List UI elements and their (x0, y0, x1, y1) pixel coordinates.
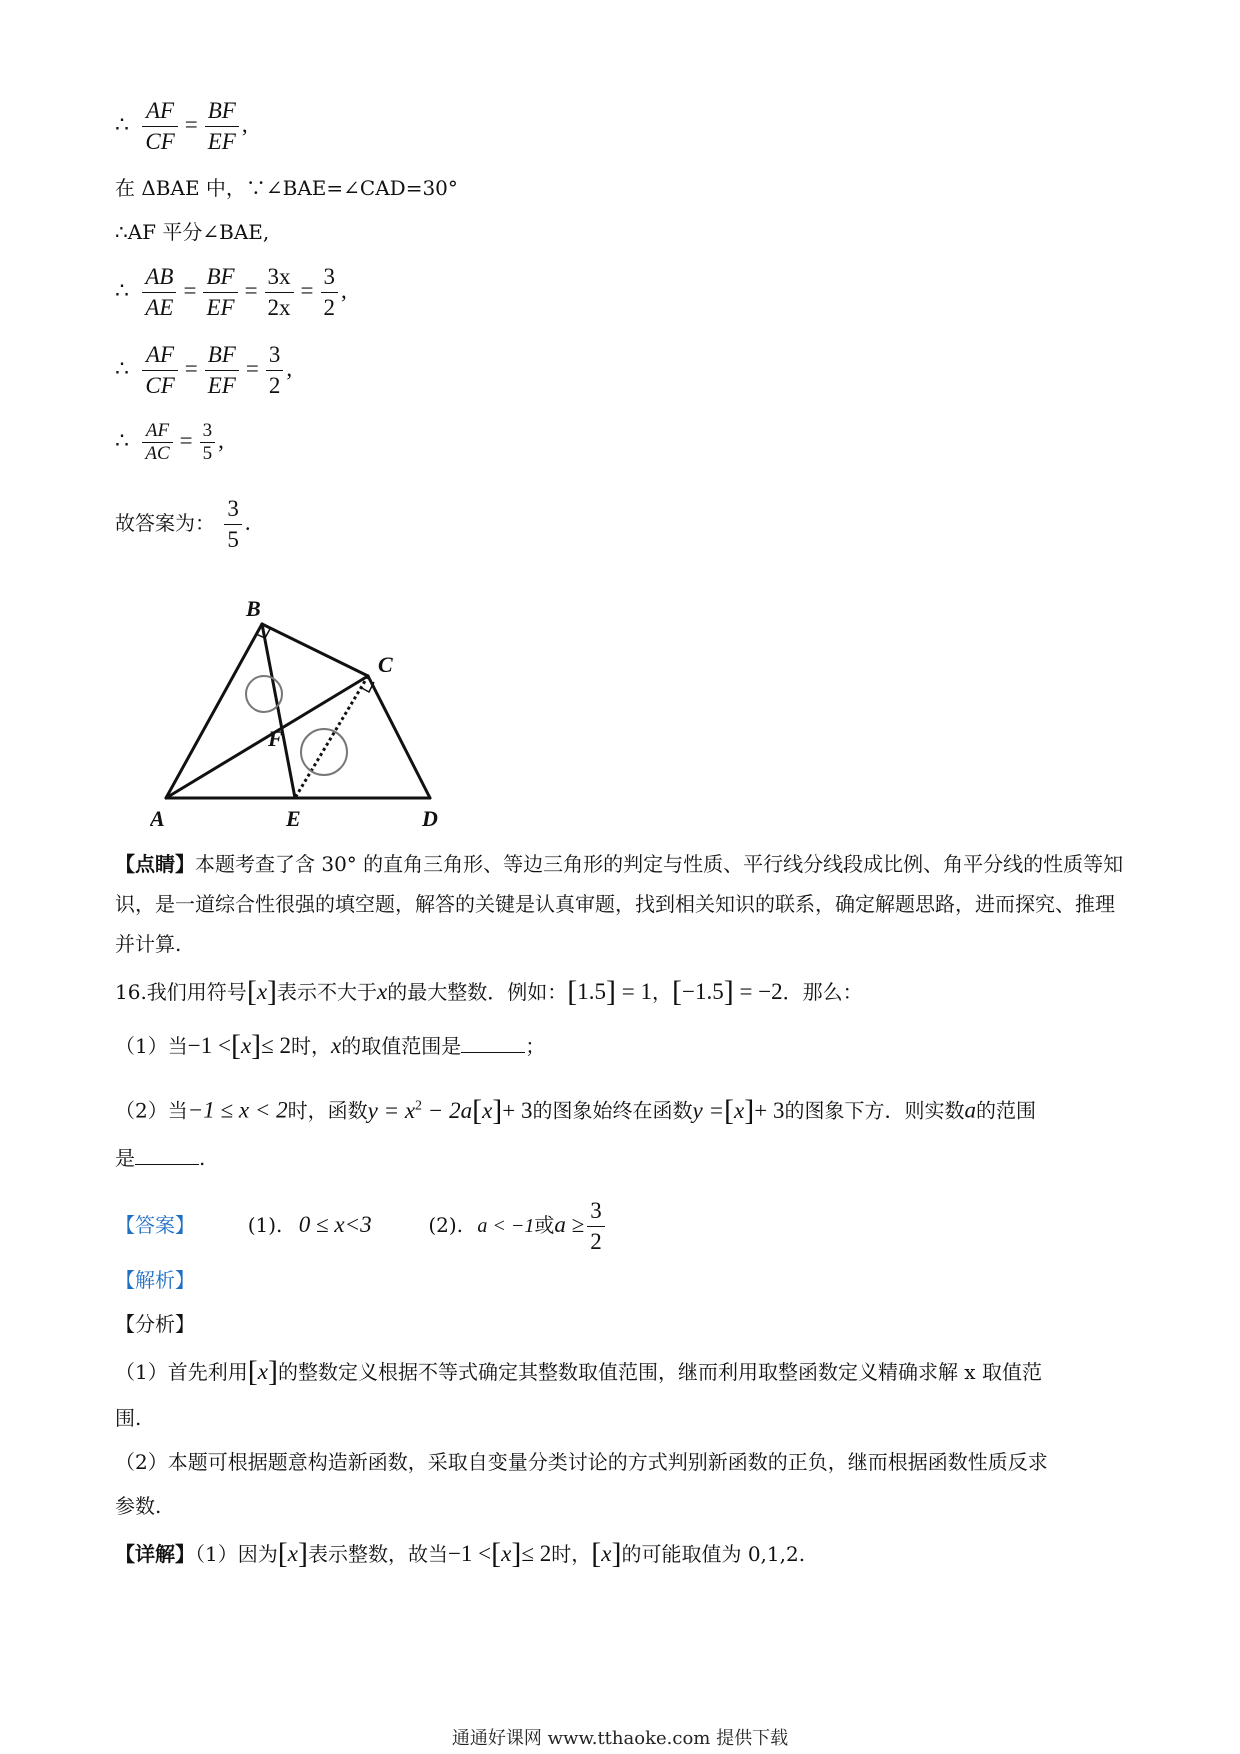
therefore-symbol: ∴ (115, 278, 129, 304)
detail-tag: 【详解】 (115, 1542, 195, 1566)
analysis-step-2: （2）本题可根据题意构造新函数，采取自变量分类讨论的方式判别新函数的正负，继而根据函数性质反求 (115, 1450, 1048, 1474)
equation-line-2: ∴ $\frac{AB}{AE}$ = $\frac{BF}{EF}$ = $\frac{3x}{2x}$ = $\frac{3}{2}$ , (115, 262, 347, 323)
fraction: $\frac{AF}{CF}$ (142, 340, 177, 401)
segment-ab (166, 624, 262, 798)
segment-bc (262, 624, 368, 676)
dianjing-paragraph: 【点睛】本题考查了含 30° 的直角三角形、等边三角形的判定与性质、平行线分线段成比例、角平分线的性质等知识，是一道综合性很强的填空题，解答的关键是认真审题，找到相关知识的联系，确定解题思路，进而探究、推理并计算. (115, 852, 1124, 956)
label-b: B (246, 598, 261, 621)
fraction: $\frac{3}{2}$ (587, 1196, 605, 1257)
fraction: $\frac{AB}{AE}$ (142, 262, 176, 323)
equation-line-3: ∴ $\frac{AF}{CF}$ = $\frac{BF}{EF}$ = $\frac{3}{2}$ , (115, 340, 292, 401)
equation-line-1: ∴ $\frac{AF}{CF}$ = $\frac{BF}{EF}$ , (115, 96, 248, 157)
detail-line: 【详解】（1）因为[x]表示整数，故当−1 <[x]≤ 2时，[x]的可能取值为 0,1,2. (115, 1537, 806, 1570)
fraction: $\frac{3}{2}$ (321, 262, 339, 323)
page-footer: 通通好课网 www.tthaoke.com 提供下载 (451, 1728, 789, 1749)
dianjing-tag: 【点睛】 (115, 852, 195, 876)
equation-line-4: ∴ $\frac{AF}{AC}$ = $\frac{3}{5}$ , (115, 420, 224, 464)
segment-ac (166, 676, 368, 798)
therefore-symbol: ∴ (115, 428, 129, 454)
analysis-step-1: （1）首先利用[x]的整数定义根据不等式确定其整数取值范围，继而利用取整函数定义精确求解 x 取值范 (115, 1355, 1042, 1388)
fraction: $\frac{BF}{EF}$ (205, 340, 239, 401)
question-16-sub-1: （1）当−1 <[x]≤ 2时，x的取值范围是 ； (115, 1029, 546, 1062)
fraction: $\frac{3}{5}$ (200, 420, 216, 465)
segment-cd (368, 676, 430, 798)
answer-blank[interactable] (135, 1146, 199, 1165)
fraction: $\frac{AF}{AC}$ (142, 420, 172, 465)
answer-blank[interactable] (461, 1034, 525, 1053)
text-line-triangle: 在 ΔBAE 中，∵∠BAE=∠CAD=30° (115, 176, 458, 200)
question-16-sub-2-line-2: 是 . (115, 1146, 206, 1170)
text-line-bisector: ∴AF 平分∠BAE, (115, 220, 270, 244)
analysis-tag: 【解析】 (115, 1268, 195, 1292)
fraction: $\frac{3}{2}$ (266, 340, 284, 401)
analysis-step-1-line-2: 围. (115, 1406, 142, 1430)
analysis-step-2-line-2: 参数. (115, 1494, 162, 1518)
therefore-symbol: ∴ (115, 112, 129, 138)
label-c: C (378, 652, 393, 677)
label-e: E (286, 806, 301, 831)
circle-lower (301, 729, 347, 775)
answer-line: 故答案为： $\frac{3}{5}$ . (115, 494, 251, 555)
label-a: A (150, 806, 165, 831)
answer-row: 【答案】 (1). 0 ≤ x<3 (2). a < −1或a ≥ $\frac{3}{2}$ (115, 1196, 608, 1257)
fraction: $\frac{BF}{EF}$ (203, 262, 237, 323)
question-16-line-1: 16.我们用符号[x]表示不大于x的最大整数．例如：[1.5] = 1，[−1.5] = −2．那么： (115, 975, 863, 1008)
therefore-symbol: ∴ (115, 356, 129, 382)
question-16-sub-2: （2）当−1 ≤ x < 2时，函数$y = x^2 - 2a[x]+ 3$的图象始终在函数y =[x]+ 3的图象下方．则实数a的范围 (115, 1093, 1036, 1127)
fraction: $\frac{AF}{CF}$ (142, 96, 177, 157)
fenxi-tag: 【分析】 (115, 1312, 195, 1336)
geometry-figure (150, 598, 470, 838)
fraction: $\frac{3x}{2x}$ (265, 262, 294, 323)
label-d: D (422, 806, 438, 831)
answer-tag: 【答案】 (115, 1212, 195, 1237)
fraction: $\frac{BF}{EF}$ (205, 96, 239, 157)
fraction: $\frac{3}{5}$ (224, 494, 242, 555)
label-f: F (268, 726, 283, 751)
